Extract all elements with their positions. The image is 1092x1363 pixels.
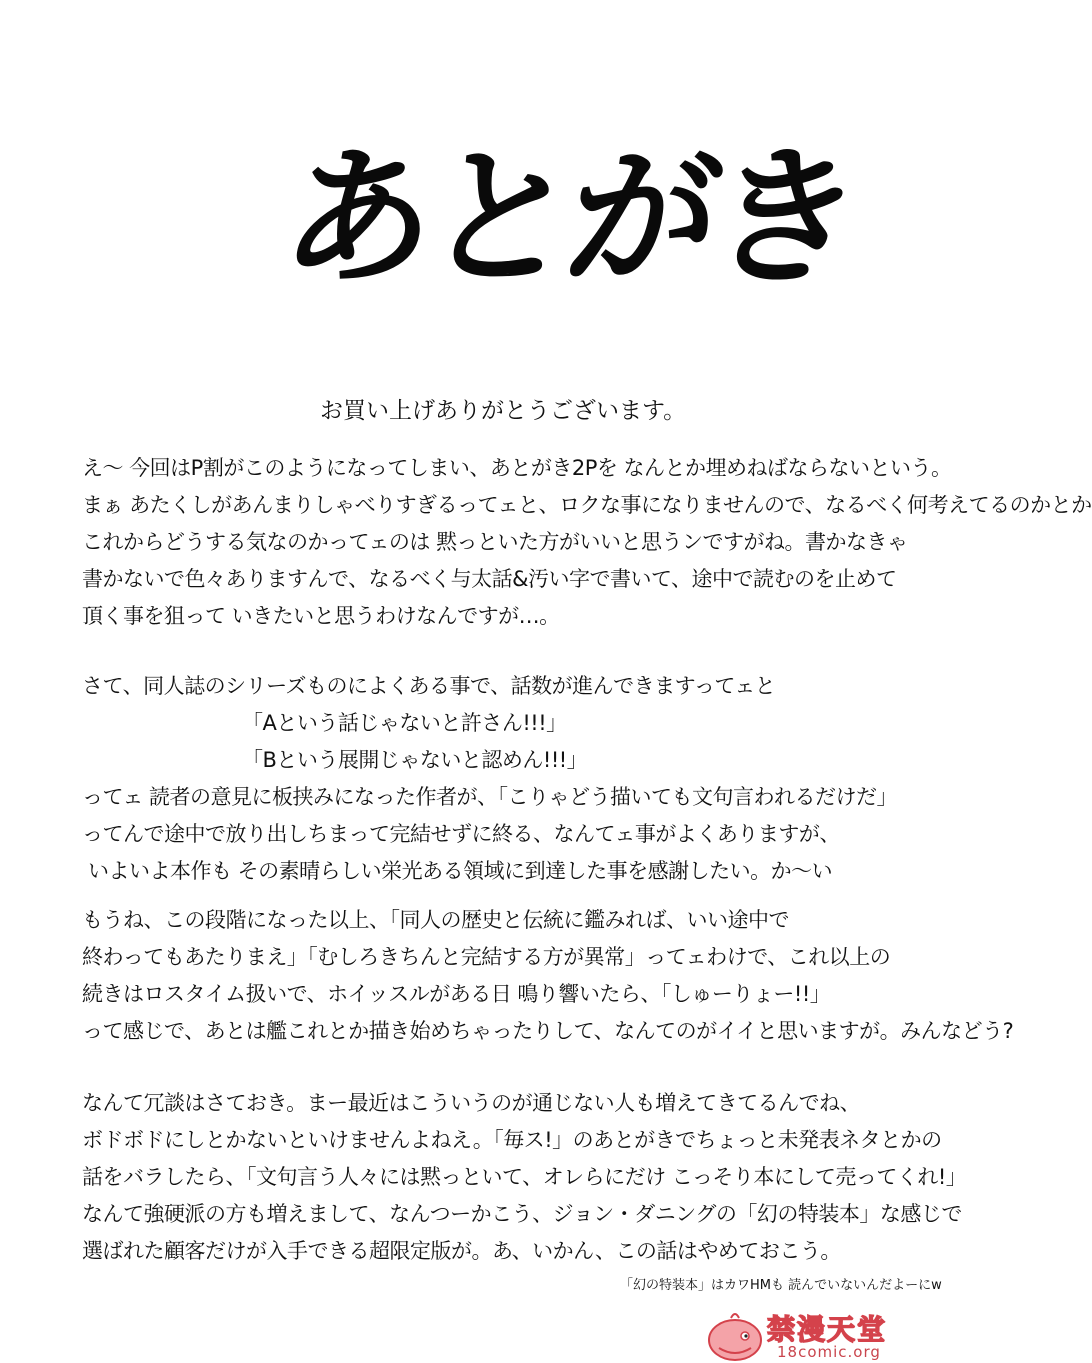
paragraph-line: なんて強硬派の方も増えまして、なんつーかこう、ジョン・ダニングの「幻の特装本」な感じで <box>82 1202 962 1226</box>
paragraph-line: 書かないで色々ありますんで、なるべく与太話&汚い字で書いて、途中で読むのを止めて <box>82 567 897 591</box>
page-title: あとがき <box>272 130 866 306</box>
paragraph-1 <box>82 450 1092 635</box>
paragraph-4 <box>82 1085 967 1270</box>
paragraph-line: いよいよ本作も その素晴らしい栄光ある領域に到達した事を感謝したい。か〜い <box>88 859 833 883</box>
paragraph-line: ってェ 読者の意見に板挟みになった作者が、「こりゃどう描いても文句言われるだけだ」 <box>82 785 898 809</box>
paragraph-line: 終わってもあたりまえ」「むしろきちんと完結する方が異常」ってェわけで、これ以上の <box>82 945 891 969</box>
paragraph-line: まぁ あたくしがあんまりしゃべりすぎるってェと、ロクな事になりませんので、なるべく何考えてるのかとか <box>82 493 1092 517</box>
quote-line: 「Aという話じゃないと許さん!!!」 <box>242 711 567 735</box>
paragraph-line: え〜 今回はP割がこのようになってしまい、あとがき2Pを なんとか埋めねばならないという。 <box>82 456 952 480</box>
quote-line: 「Bという展開じゃないと認めん!!!」 <box>242 748 588 772</box>
paragraph-line: さて、同人誌のシリーズものによくある事で、話数が進んできますってェと <box>82 674 776 698</box>
paragraph-line: 選ばれた顧客だけが入手できる超限定版が。あ、いかん、この話はやめておこう。 <box>82 1239 841 1263</box>
watermark-title: 禁漫天堂 <box>767 1313 888 1346</box>
fish-mascot-icon <box>705 1308 765 1363</box>
watermark-url: 18comic.org <box>777 1343 881 1361</box>
watermark <box>705 1308 960 1363</box>
margin-note: 「幻の特装本」はカワHMも 読んでいないんだよーにw <box>620 1278 942 1293</box>
paragraph-line: 続きはロスタイム扱いで、ホイッスルがある日 鳴り響いたら、「しゅーりょー!!」 <box>82 982 831 1006</box>
paragraph-line: これからどうする気なのかってェのは 黙っといた方がいいと思うンですがね。書かなきゃ <box>82 530 908 554</box>
paragraph-2 <box>82 668 912 890</box>
paragraph-line: って感じで、あとは艦これとか描き始めちゃったりして、なんてのがイイと思いますが。みんなどう? <box>82 1019 1014 1043</box>
paragraph-line: 話をバラしたら、「文句言う人々には黙っといて、オレらにだけ こっそり本にして売ってくれ!」 <box>82 1165 967 1189</box>
paragraph-line: なんて冗談はさておき。まー最近はこういうのが通じない人も増えてきてるんでね、 <box>82 1091 861 1115</box>
paragraph-3 <box>82 902 1014 1050</box>
paragraph-line: ボドボドにしとかないといけませんよねえ。「毎ス!」のあとがきでちょっと未発表ネタとかの <box>82 1128 942 1152</box>
paragraph-line: ってんで途中で放り出しちまって完結せずに終る、なんてェ事がよくありますが、 <box>82 822 840 846</box>
paragraph-line: もうね、この段階になった以上、「同人の歴史と伝統に鑑みれば、いい途中で <box>82 908 789 932</box>
greeting-line: お買い上げありがとうございます。 <box>320 398 687 424</box>
paragraph-line: 頂く事を狙って いきたいと思うわけなんですが…。 <box>82 604 560 628</box>
